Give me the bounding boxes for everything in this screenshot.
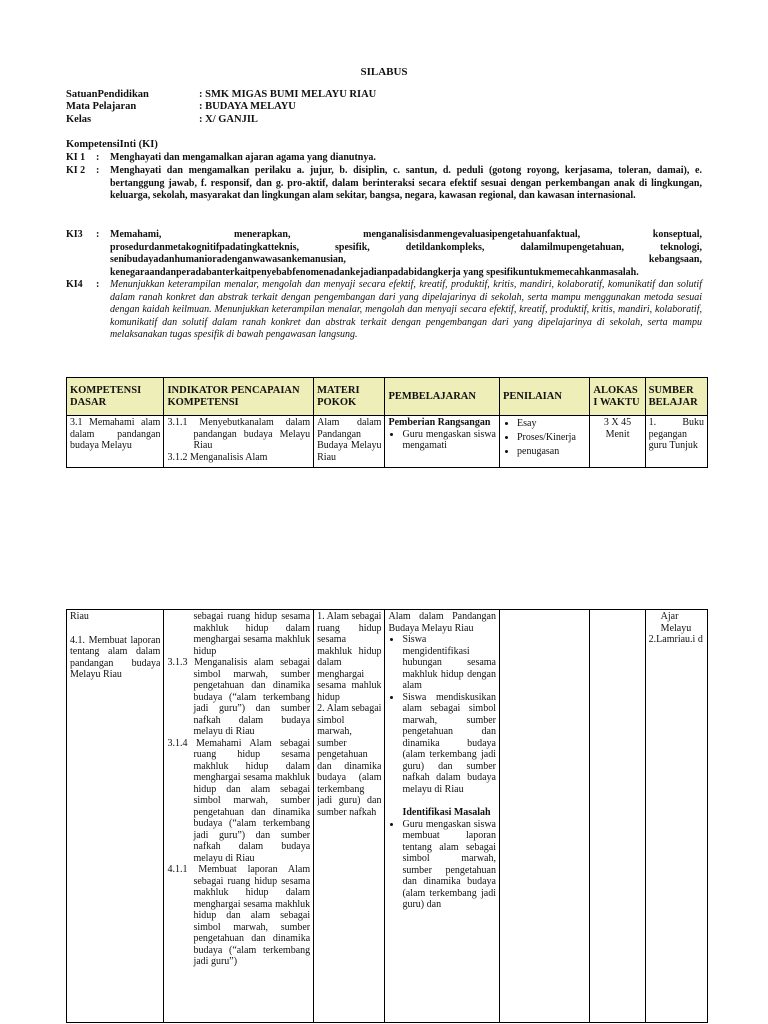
materi-cell: Alam dalam Pandangan Budaya Melayu Riau — [317, 417, 382, 463]
indikator-item: 3.1.2 Menganalisis Alam — [167, 451, 268, 463]
ki-line: kenegaraandanperadabanterkaitpenyebabfenomenadankejadianpadabidangkerja yang spesifikuntukmemecahkanmasalah. — [110, 266, 639, 278]
table-row — [67, 416, 708, 468]
silabus-table-top — [66, 377, 708, 468]
header-waktu: ALOKAS I WAKTU — [590, 378, 645, 416]
meta-label: SatuanPendidikan — [66, 89, 149, 100]
ki-text: Menghayati dan mengamalkan ajaran agama yang dianutnya. — [110, 152, 376, 163]
document-title: SILABUS — [360, 66, 408, 78]
meta-value: : BUDAYA MELAYU — [199, 101, 296, 112]
ki-text: Menunjukkan keterampilan menalar, mengolah dan menyaji secara efektif, kreatif, produktif, kritis, mandiri, kolaboratif, komunikatif dan solutif dalam ranah konkret dan abstrak terkait dengan pengembangan dari yang dipelajarinya di sekolah, serta mampu menggunakan metoda sesuai dengan kaidah keilmuan. Menunjukkan keterampilan menalar, mengolah dan menyaji secara efektif, kreatif, produktif, kritis, mandiri, kolaboratif, komunikatif dan solutif dalam ranah konkret dan abstrak terkait dengan pengembangan dari yang dipelajarinya di sekolah, serta mampu melaksanakan tugas spesifik di bawah pengawasan langsung. — [110, 279, 702, 341]
indikator-item: 3.1.4 Memahami Alam sebagai ruang hidup sesama makhluk hidup dalam menghargai sesama makhluk hidup dan alam sebagai simbol marwah, sumber pengetahuan dan dinamika budaya (“alam terkembang jadi guru”) dan sumber nafkah dalam budaya melayu di Riau — [167, 737, 311, 864]
indikator-item: 3.1.1 Menyebutkanalam dalam pandangan budaya Melayu Riau — [167, 417, 311, 451]
kd-cell — [70, 611, 160, 1021]
sumber-cell: 1. Buku pegangan guru Tunjuk — [648, 417, 704, 451]
ki-colon: : — [96, 279, 100, 290]
pembelajaran-item: • Guru mengaskan siswa mengamati — [402, 429, 496, 452]
ki-code: KI 2 — [66, 165, 86, 176]
indikator-cell — [167, 611, 310, 1021]
table-header-row — [67, 378, 708, 416]
indikator-item: 4.1.1 Membuat laporan Alam sebagai ruang hidup sesama makhluk hidup dalam menghargai sesama makhluk hidup dan alam sebagai simbol marwah, sumber pengetahuan dan dinamika budaya (“alam terkembang jadi guru”) — [167, 864, 311, 967]
meta-value: : SMK MIGAS BUMI MELAYU RIAU — [199, 89, 377, 100]
table-row — [67, 610, 708, 1023]
ki-code: KI3 — [66, 229, 83, 240]
materi-item: 1. Alam sebagai ruang hidup sesama makhluk hidup dalam menghargai sesama mahluk hidup — [317, 611, 382, 703]
meta-label: Mata Pelajaran — [66, 101, 137, 112]
header-kd: KOMPETENSI DASAR — [67, 378, 164, 416]
ki-text — [110, 229, 702, 279]
ki-line: prosedurdanmetakognitifpadatingkatteknis, spesifik, detildankompleks, dalamilmupengetahuan, teknologi, — [110, 241, 702, 253]
kd-cell: 3.1 Memahami alam dalam pandangan budaya Melayu — [70, 417, 161, 451]
penilaian-item: • penugasan — [517, 445, 586, 459]
header-indikator: INDIKATOR PENCAPAIAN KOMPETENSI — [164, 378, 314, 416]
meta-value: : X/ GANJIL — [199, 114, 258, 125]
pembelajaran-heading: Identifikasi Masalah — [402, 807, 491, 818]
header-sumber: SUMBER BELAJAR — [645, 378, 707, 416]
ki-code: KI 1 — [66, 152, 86, 163]
pembelajaran-cell — [388, 611, 496, 1021]
ki-code: KI4 — [66, 279, 83, 290]
penilaian-item: • Esay — [517, 417, 586, 431]
indikator-continued: sebagai ruang hidup sesama makhluk hidup dalam menghargai sesama makhluk hidup — [193, 611, 311, 657]
kd-item: 4.1. Membuat laporan tentang alam dalam pandangan budaya Melayu Riau — [70, 634, 161, 680]
materi-cell — [317, 611, 381, 1021]
kd-continued: Riau — [70, 611, 89, 622]
sumber-item: 2.Lamriau.i d — [648, 634, 703, 645]
pembelajaran-cell — [388, 417, 496, 465]
header-materi: MATERI POKOK — [314, 378, 385, 416]
ki-colon: : — [96, 152, 100, 163]
ki-line: senibudayadanhumanioradenganwawasankemanusian, kebangsaan, — [110, 254, 702, 266]
ki-2 — [66, 165, 702, 203]
silabus-table-bottom — [66, 609, 708, 1023]
ki-colon: : — [96, 229, 100, 240]
indikator-item: 3.1.3 Menganalisis alam sebagai simbol marwah, sumber pengetahuan dan dinamika budaya (“alam terkembang jadi guru”) dan sumber nafkah dalam budaya melayu di Riau — [167, 657, 311, 737]
materi-item: 2. Alam sebagai simbol marwah, sumber pengetahuan dan dinamika budaya (alam terkembang jadi guru) dan sumber nafkah — [317, 703, 382, 818]
penilaian-cell — [503, 611, 586, 1021]
ki-1 — [66, 152, 702, 165]
ki-4 — [66, 279, 702, 342]
ki-heading: KompetensiInti (KI) — [66, 139, 158, 150]
waktu-value: 3 X 45 — [603, 417, 632, 428]
ki-text: Menghayati dan mengamalkan perilaku a. jujur, b. disiplin, c. santun, d. peduli (gotong royong, kerjasama, toleran, damai), e. bertanggung jawab, f. responsif, dan g. pro-aktif, dalam berinteraksi secara efektif sesuai dengan perkembangan anak di lingkungan, keluarga, sekolah, masyarakat dan lingkungan alam sekitar, bangsa, negara, kawasan regional, dan kawasan internasional. — [110, 165, 702, 202]
pembelajaran-item: • Siswa mengidentifikasi hubungan sesama makhluk hidup dengan alam — [402, 634, 496, 692]
pembelajaran-heading: Pemberian Rangsangan — [388, 417, 491, 428]
waktu-cell — [593, 417, 641, 465]
ki-line: Memahami, menerapkan, menganalisisdanmengevaluasipengetahuanfaktual, konseptual, — [110, 229, 702, 240]
waktu-cell — [593, 611, 641, 1021]
sumber-continued: Ajar Melayu — [660, 611, 692, 634]
penilaian-item: • Proses/Kinerja — [517, 431, 586, 445]
ki-colon: : — [96, 165, 100, 176]
header-pembelajaran: PEMBELAJARAN — [385, 378, 500, 416]
pembelajaran-continued: Alam dalam Pandangan Budaya Melayu Riau — [388, 611, 496, 634]
penilaian-cell — [503, 417, 586, 465]
waktu-unit: Menit — [605, 428, 630, 440]
pembelajaran-item: • Guru mengaskan siswa membuat laporan tentang alam sebagai simbol marwah, sumber pengetahuan dan dinamika budaya (alam terkembang jadi guru) dan — [402, 819, 496, 911]
header-penilaian: PENILAIAN — [500, 378, 590, 416]
ki-3 — [66, 229, 702, 279]
pembelajaran-item: • Siswa mendiskusikan alam sebagai simbol marwah, sumber pengetahuan dan dinamika budaya (alam terkembang jadi guru) dan sumber nafkah dalam budaya melayu di Riau — [402, 692, 496, 796]
sumber-cell — [649, 611, 704, 1021]
meta-label: Kelas — [66, 114, 92, 125]
indikator-cell — [167, 417, 310, 465]
